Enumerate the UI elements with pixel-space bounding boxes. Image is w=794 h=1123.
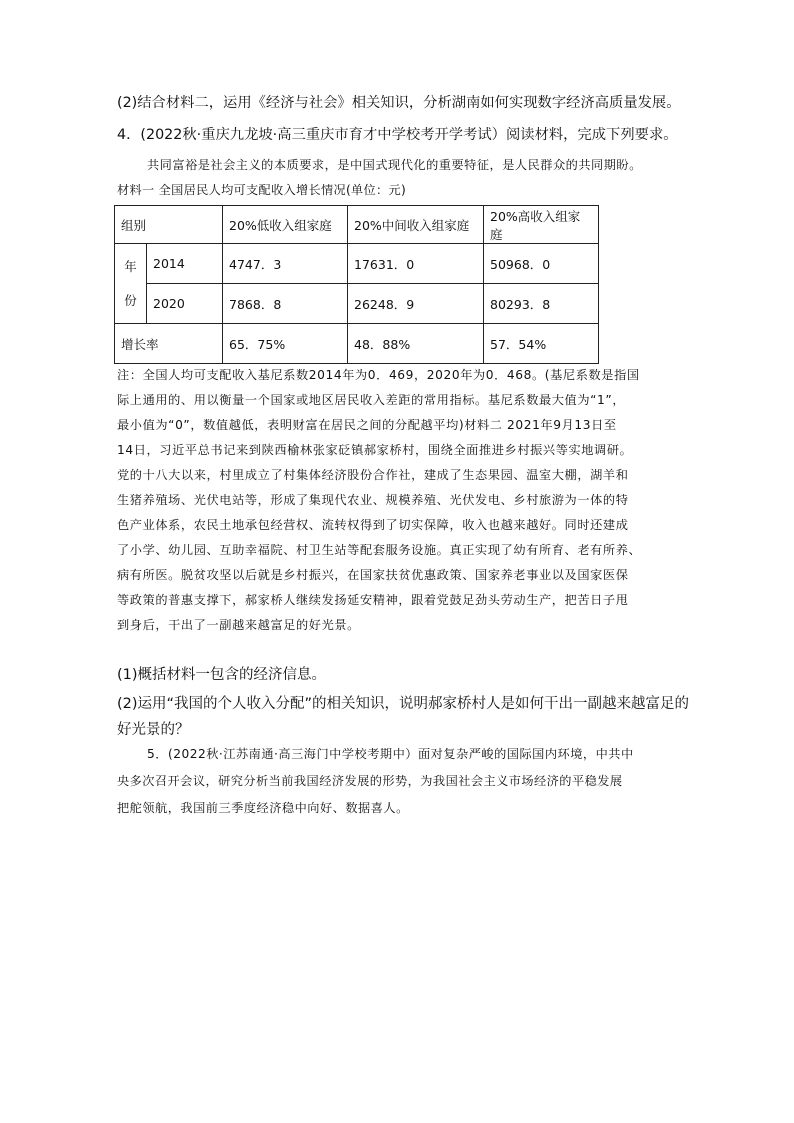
cell-2020-middle: 26248．9 <box>348 284 484 324</box>
question-4-part-2-line-2: 好光景的？ <box>117 722 190 738</box>
income-table <box>114 205 599 364</box>
note-line: 生猪养殖场、光伏电站等，形成了集现代农业、规模养殖、光伏发电、乡村旅游为一体的特 <box>117 493 629 507</box>
row-label-growth: 增长率 <box>115 324 223 364</box>
cell-2014-high: 50968．0 <box>484 244 599 284</box>
cell-growth-high: 57．54% <box>484 324 599 364</box>
year-label-cell <box>115 244 147 324</box>
row-label-2014: 2014 <box>147 244 223 284</box>
table-header-row <box>115 206 599 244</box>
question-5-line-2: 央多次召开会议，研究分析当前我国经济发展的形势，为我国社会主义市场经济的平稳发展 <box>117 774 623 788</box>
question-4-part-2-line-1: (2)运用“我国的个人收入分配”的相关知识，说明郝家桥村人是如何干出一副越来越富足的 <box>117 696 690 712</box>
column-header-low-income: 20%低收入组家庭 <box>223 206 348 244</box>
year-label-char-1: 年 <box>124 258 137 274</box>
question-4-header: 4．(2022秋·重庆九龙坡·高三重庆市育才中学校考开学考试）阅读材料，完成下列要求。 <box>117 127 678 143</box>
table-corner-cell: 组别 <box>115 206 223 244</box>
cell-growth-middle: 48．88% <box>348 324 484 364</box>
note-line: 14日，习近平总书记来到陕西榆林张家砭镇郝家桥村，围绕全面推进乡村振兴等实地调研。 <box>117 443 633 457</box>
cell-growth-low: 65．75% <box>223 324 348 364</box>
column-header-high-income: 20%高收入组家庭 <box>484 206 599 244</box>
note-line: 等政策的普惠支撑下，郝家桥人继续发扬延安精神，跟着党鼓足劲头劳动生产，把苦日子甩 <box>117 593 629 607</box>
note-line: 注：全国人均可支配收入基尼系数2014年为0．469，2020年为0．468。(基尼系数是指国 <box>117 368 640 382</box>
note-line: 了小学、幼儿园、互助幸福院、村卫生站等配套服务设施。真正实现了幼有所育、老有所养、 <box>117 543 642 557</box>
note-line: 党的十八大以来，村里成立了村集体经济股份合作社，建成了生态果园、温室大棚，湖羊和 <box>117 468 629 482</box>
year-label-char-2: 份 <box>124 292 137 308</box>
cell-2020-low: 7868．8 <box>223 284 348 324</box>
row-label-2020: 2020 <box>147 284 223 324</box>
column-header-middle-income: 20%中间收入组家庭 <box>348 206 484 244</box>
table-row-growth <box>115 324 599 364</box>
note-line: 到身后，干出了一副越来越富足的好光景。 <box>117 618 360 632</box>
note-line: 最小值为“0”，数值越低，表明财富在居民之间的分配越平均)材料二 2021年9月13日至 <box>117 418 617 432</box>
table-row-2014 <box>115 244 599 284</box>
material-1-title: 材料一 全国居民人均可支配收入增长情况(单位：元) <box>117 183 407 197</box>
question-5-line-3: 把舵领航，我国前三季度经济稳中向好、数据喜人。 <box>117 801 409 815</box>
note-line: 病有所医。脱贫攻坚以后就是乡村振兴，在国家扶贫优惠政策、国家养老事业以及国家医保 <box>117 568 629 582</box>
note-line: 色产业体系，农民土地承包经营权、流转权得到了切实保障，收入也越来越好。同时还建成 <box>117 518 629 532</box>
question-4-intro: 共同富裕是社会主义的本质要求，是中国式现代化的重要特征，是人民群众的共同期盼。 <box>147 158 642 172</box>
cell-2014-low: 4747．3 <box>223 244 348 284</box>
table-row-2020 <box>115 284 599 324</box>
question-4-part-1: (1)概括材料一包含的经济信息。 <box>117 667 327 683</box>
cell-2014-middle: 17631．0 <box>348 244 484 284</box>
cell-2020-high: 80293．8 <box>484 284 599 324</box>
question-3-part-2: (2)结合材料二，运用《经济与社会》相关知识，分析湖南如何实现数字经济高质量发展。 <box>117 95 681 111</box>
question-5-line-1: 5．(2022秋·江苏南通·高三海门中学校考期中）面对复杂严峻的国际国内环境，中共中 <box>147 747 634 761</box>
note-line: 际上通用的、用以衡量一个国家或地区居民收入差距的常用指标。基尼系数最大值为“1”， <box>117 393 626 407</box>
